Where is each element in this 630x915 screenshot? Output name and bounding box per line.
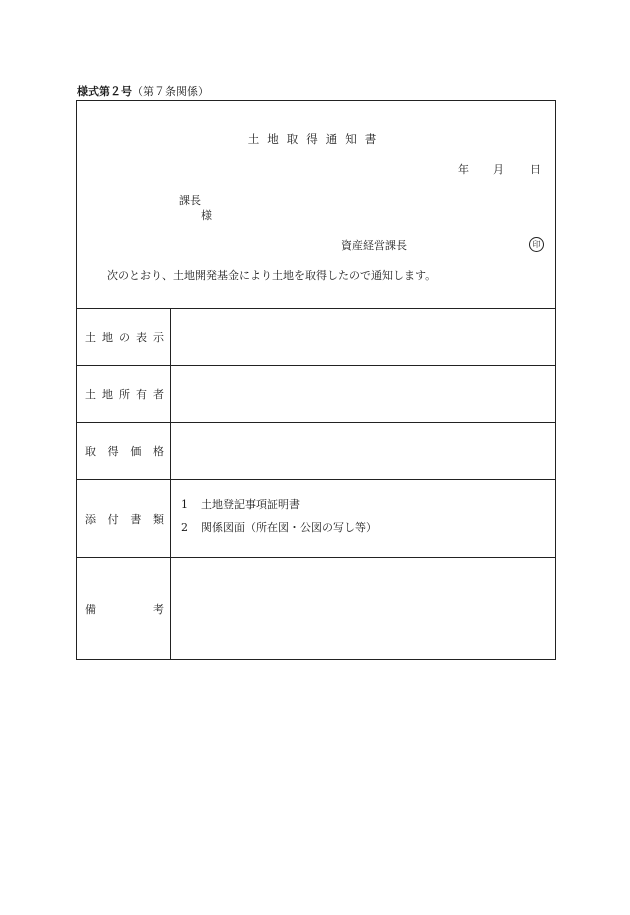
attachment-item-number: 2 xyxy=(181,521,188,534)
date-month-label: 月 xyxy=(493,163,504,176)
row-acquisition-price xyxy=(77,423,555,480)
attachment-item-text: 関係図面（所在図・公図の写し等） xyxy=(201,521,377,534)
attachments-label: 添 付 書 類 xyxy=(77,480,171,557)
addressee-honorific: 様 xyxy=(201,209,212,222)
land-display-field[interactable] xyxy=(171,309,555,365)
document-title: 土地取得通知書 xyxy=(247,132,385,146)
acquisition-price-label: 取 得 価 格 xyxy=(77,423,171,479)
attachment-item xyxy=(181,519,377,535)
land-owner-field[interactable] xyxy=(171,366,555,422)
form-number xyxy=(77,83,209,99)
date-year-label: 年 xyxy=(458,163,469,176)
row-attachments xyxy=(77,480,555,558)
acquisition-price-field[interactable] xyxy=(171,423,555,479)
row-remarks xyxy=(77,558,555,659)
land-display-label: 土 地 の 表 示 xyxy=(77,309,171,365)
remarks-label: 備 考 xyxy=(77,558,171,659)
row-land-owner xyxy=(77,366,555,423)
land-owner-label: 土 地 所 有 者 xyxy=(77,366,171,422)
attachments-field[interactable] xyxy=(171,480,555,557)
date-day-label: 日 xyxy=(530,163,541,176)
attachment-item xyxy=(181,496,300,512)
row-land-display xyxy=(77,309,555,366)
remarks-field[interactable] xyxy=(171,558,555,659)
notice-body-text: 次のとおり、土地開発基金により土地を取得したので通知します。 xyxy=(107,269,437,282)
seal-mark: 印 xyxy=(529,237,544,252)
form-number-relation: （第７条関係） xyxy=(132,85,209,98)
form-frame xyxy=(76,100,556,660)
addressee-title: 課長 xyxy=(179,194,201,207)
form-number-label: 様式第２号 xyxy=(77,85,132,98)
sender-title: 資産経営課長 xyxy=(341,239,407,252)
attachment-item-text: 土地登記事項証明書 xyxy=(201,498,300,511)
attachment-item-number: 1 xyxy=(181,498,188,511)
notice-header xyxy=(77,101,555,309)
